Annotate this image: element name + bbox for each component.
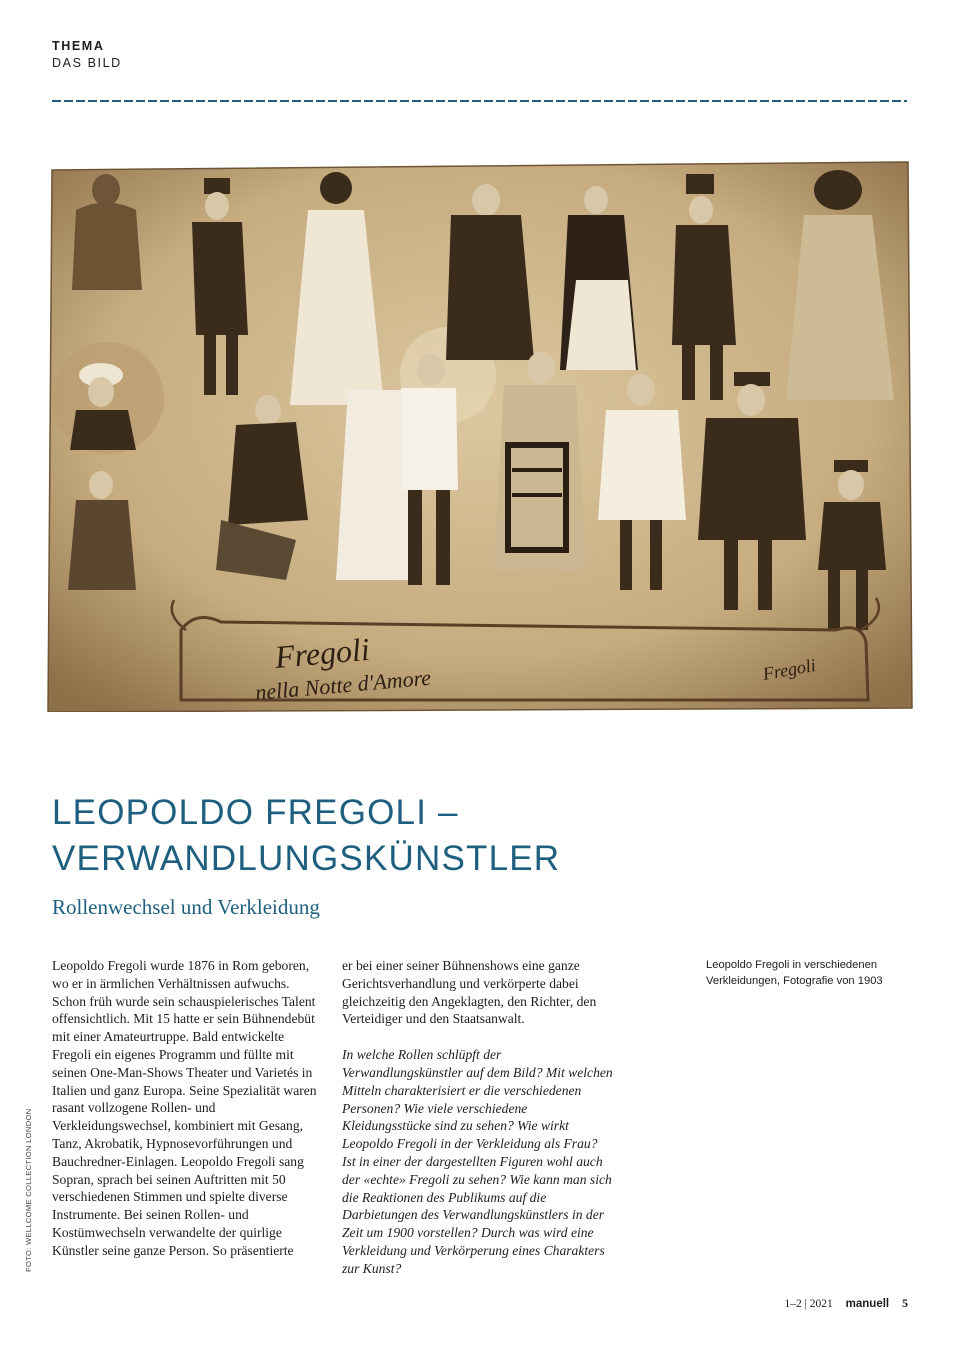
article-subtitle: Rollenwechsel und Verkleidung [52,895,320,919]
article-column-2 [342,957,614,1278]
section-label: THEMA [52,39,105,53]
magazine-brand: manuell [845,1298,890,1310]
subsection-label: DAS BILD [52,56,122,70]
article-column-2-text: er bei einer seiner Bühnenshows eine ganze Gerichtsverhandlung und verkörperte dabei gleichzeitig den Angeklagten, den Richter, den Verteidiger und den Staatsanwalt. [342,958,597,1027]
article-title-line1: LEOPOLDO FREGOLI – [52,793,459,832]
postcard-photo [46,160,914,712]
image-caption: Leopoldo Fregoli in verschiedenen Verkleidungen, Fotografie von 1903 [706,959,883,987]
postcard-subtitle: nella Notte d'Amore [254,664,432,705]
postcard-title: Fregoli [273,630,372,675]
discussion-questions: In welche Rollen schlüpft der Verwandlungskünstler auf dem Bild? Mit welchen Mitteln charakterisiert er die verschiedenen Personen? Wie viele verschiedene Kleidungsstücke sind zu sehen? Wie wirkt Leopoldo Fregoli in der Verkleidung als Frau? Ist in einer der dargestellten Figuren wohl auch der «echte» Fregoli zu sehen? Wie kann man sich die Reaktionen des Publikums auf die Darbietungen des Verwandlungskünstlers in der Zeit um 1900 vorstellen? Durch was wird eine Verkleidung und Verkörperung eines Charakters zur Kunst? [342,1047,613,1276]
photo-credit: FOTO: WELLCOME COLLECTION LONDON [24,1108,33,1272]
article-title [52,790,752,882]
issue-number: 1–2 | 2021 [784,1298,833,1310]
article-title-line2: VERWANDLUNGSKÜNSTLER [52,839,561,878]
page-footer [784,1296,908,1311]
article-column-1: Leopoldo Fregoli wurde 1876 in Rom geboren, wo er in ärmlichen Verhältnissen aufwuchs. Schon früh wurde sein schauspielerisches Talent offensichtlich. Mit 15 hatte er sein Bühnendebüt mit einer Amateurtruppe. Bald entwickelte Fregoli ein eigenes Programm und füllte mit seinen One-Man-Shows Theater und Varietés in Italien und ganz Europa. Seine Spezialität waren rasant vollzogene Rollen- und Verkleidungswechsel, kombiniert mit Gesang, Tanz, Akrobatik, Hypnosevorführungen und Bauchredner-Einlagen. Leopoldo Fregoli sang Sopran, sprach bei seinen Auftritten mit 50 verschiedenen Stimmen und spielte diverse Instrumente. Bei seinen Rollen- und Kostümwechseln verwandelte der quirlige Künstler seine ganze Person. So präsentierte [52,958,317,1258]
page-number: 5 [902,1296,908,1310]
section-kicker [52,38,122,72]
postcard-signature: Fregoli [761,654,818,684]
dashed-divider [52,97,907,105]
